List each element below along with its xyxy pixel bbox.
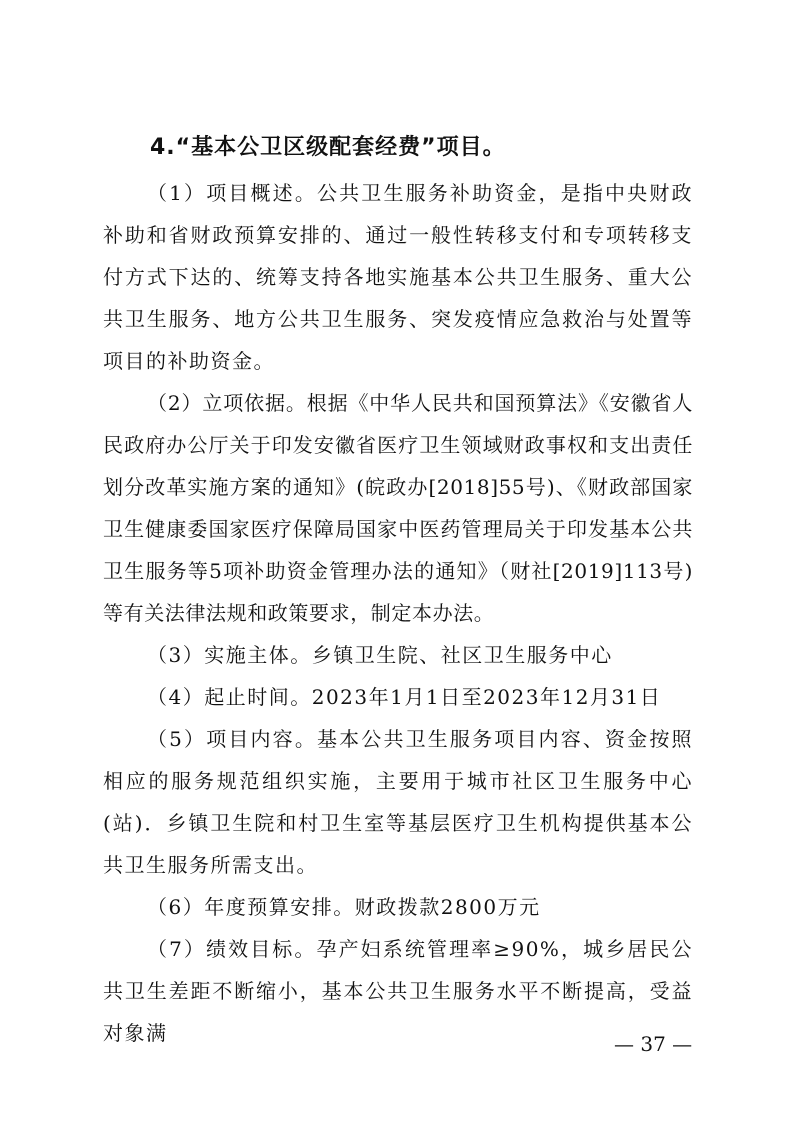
section-heading: 4.“基本公卫区级配套经费”项目。 (150, 135, 506, 160)
paragraph-project-content: （5）项目内容。基本公共卫生服务项目内容、资金按照相应的服务规范组织实施，主要用于城市社区卫生服务中心(站)．乡镇卫生院和村卫生室等基层医疗卫生机构提供基本公共卫生服务所需支出。 (103, 727, 693, 877)
body-text (103, 172, 693, 1054)
paragraph-project-overview: （1）项目概述。公共卫生服务补助资金，是指中央财政补助和省财政预算安排的、通过一般性转移支付和专项转移支付方式下达的、统筹支持各地实施基本公共卫生服务、重大公共卫生服务、地方公共卫生服务、突发疫情应急救治与处置等项目的补助资金。 (103, 181, 693, 373)
paragraph-legal-basis: （2）立项依据。根据《中华人民共和国预算法》《安徽省人民政府办公厅关于印发安徽省医疗卫生领域财政事权和支出责任划分改革实施方案的通知》(皖政办[2018]55号)、《财政部国家卫生健康委国家医疗保障局国家中医药管理局关于印发基本公共卫生服务等5项补助资金管理办法的通知》（财社[2019]113号)等有关法律法规和政策要求，制定本办法。 (103, 391, 693, 625)
paragraph-implementing-body: （3）实施主体。乡镇卫生院、社区卫生服务中心 (147, 643, 613, 667)
page-number: — 37 — (614, 1032, 693, 1056)
paragraph-annual-budget: （6）年度预算安排。财政拨款2800万元 (147, 895, 541, 919)
paragraph-duration: （4）起止时间。2023年1月1日至2023年12月31日 (147, 685, 662, 709)
paragraph-performance-goals: （7）绩效目标。孕产妇系统管理率≥90%，城乡居民公共卫生差距不断缩小，基本公共卫生服务水平不断提高，受益对象满 (103, 937, 693, 1045)
